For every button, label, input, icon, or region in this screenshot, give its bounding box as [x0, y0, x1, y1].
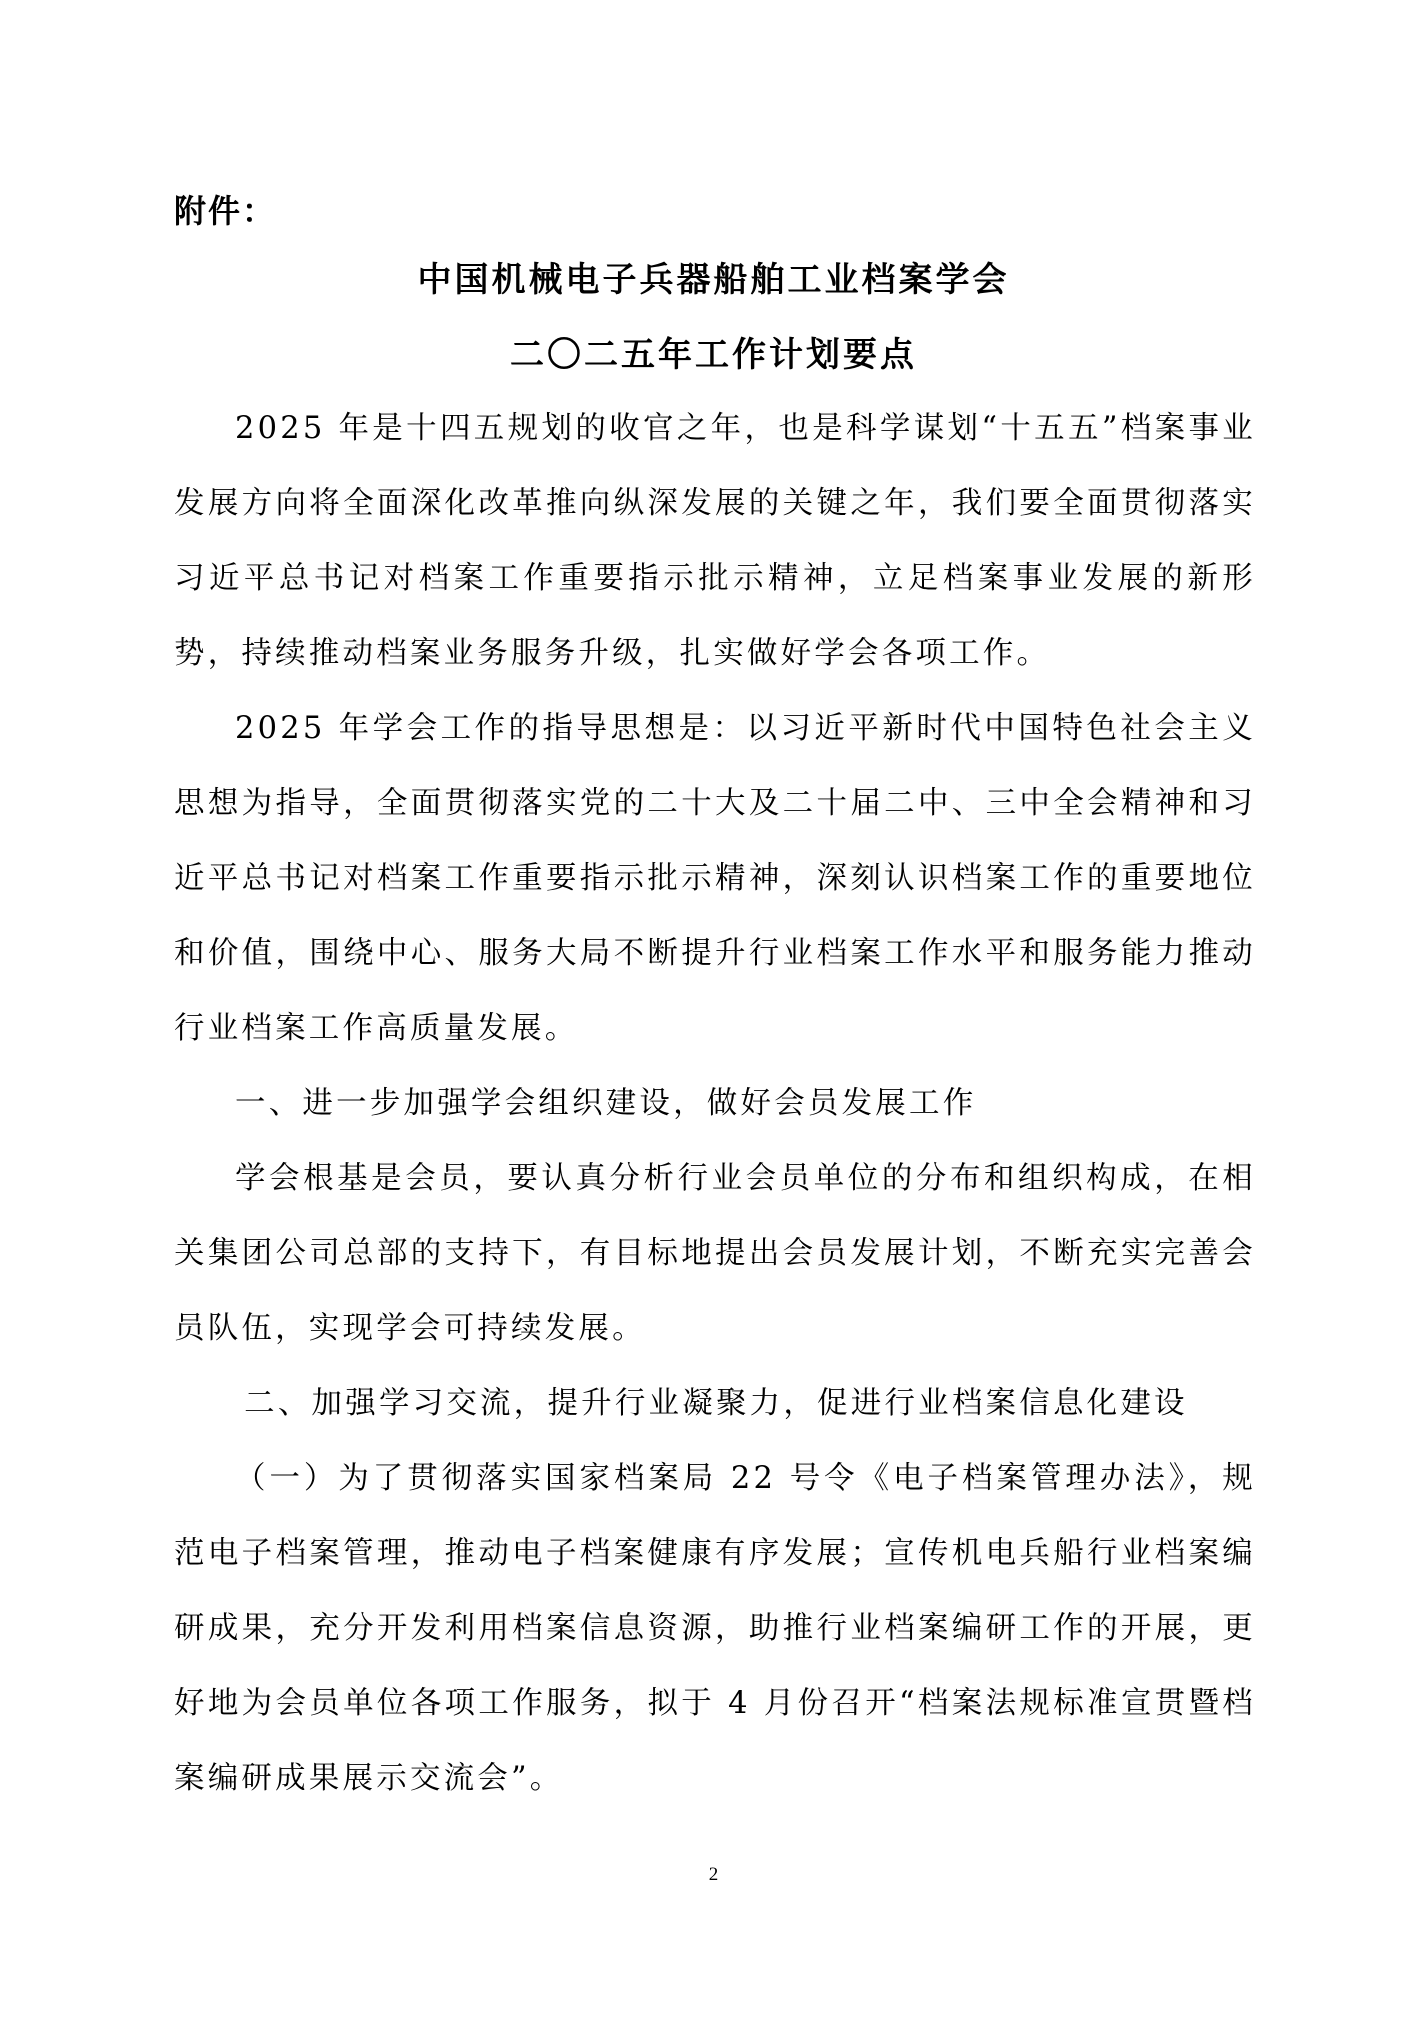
- section-2-item-1-paragraph: （一）为了贯彻落实国家档案局 22 号令《电子档案管理办法》，规范电子档案管理，推动电子档案健康有序发展；宣传机电兵船行业档案编研成果，充分开发利用档案信息资源，助推行业档案编研工作的开展，更好地为会员单位各项工作服务，拟于 4 月份召开“档案法规标准宣贯暨档案编研成果展示交流会”。: [174, 1461, 1256, 1796]
- section-1-paragraph: 学会根基是会员，要认真分析行业会员单位的分布和组织构成，在相关集团公司总部的支持下，有目标地提出会员发展计划，不断充实完善会员队伍，实现学会可持续发展。: [174, 1161, 1256, 1346]
- document-body: [174, 391, 1256, 1816]
- section-heading-2: 二、加强学习交流，提升行业凝聚力，促进行业档案信息化建设: [244, 1386, 1188, 1421]
- attachment-label: 附件：: [174, 192, 277, 230]
- document-title-line-1: 中国机械电子兵器船舶工业档案学会: [417, 260, 1010, 300]
- page-number: 2: [708, 1864, 719, 1885]
- intro-paragraph: 2025 年是十四五规划的收官之年，也是科学谋划“十五五”档案事业发展方向将全面深化改革推向纵深发展的关键之年，我们要全面贯彻落实习近平总书记对档案工作重要指示批示精神，立足档案事业发展的新形势，持续推动档案业务服务升级，扎实做好学会各项工作。: [174, 411, 1256, 671]
- document-title-line-2: 二〇二五年工作计划要点: [510, 335, 917, 375]
- section-heading-1: 一、进一步加强学会组织建设，做好会员发展工作: [235, 1086, 977, 1121]
- guiding-thought-paragraph: 2025 年学会工作的指导思想是：以习近平新时代中国特色社会主义思想为指导，全面贯彻落实党的二十大及二十届二中、三中全会精神和习近平总书记对档案工作重要指示批示精神，深刻认识档案工作的重要地位和价值，围绕中心、服务大局不断提升行业档案工作水平和服务能力推动行业档案工作高质量发展。: [174, 711, 1256, 1046]
